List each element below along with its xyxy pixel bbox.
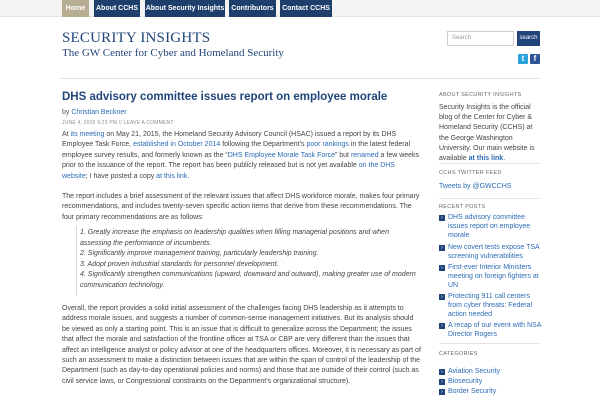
recommendation-item: 1. Greatly increase the emphasis on leadership qualities when filling managerial positions and when assessing the performance of incumbents. [80, 229, 389, 247]
recent-post-link[interactable]: First-ever Interior Ministers meeting on foreign fighters at UN [448, 264, 539, 289]
main-website-link[interactable]: at this link [468, 155, 504, 163]
arrow-icon: › [439, 369, 445, 375]
recommendation-item: 2. Significantly improve management training, particularly leadership training. [80, 250, 319, 258]
about-end: . [503, 155, 506, 163]
author-link[interactable]: Christian Beckner [71, 109, 127, 116]
arrow-icon: › [439, 215, 445, 221]
recent-post-item[interactable] [439, 292, 541, 319]
top-nav [0, 0, 600, 17]
recommendation-item: 4. Significantly strengthen communications (upward, downward and outward), making greater use of modern communication technology. [80, 271, 416, 289]
arrow-icon: › [439, 379, 445, 385]
established-link[interactable]: established in October 2014 [133, 141, 221, 149]
nav-about-cchs[interactable]: About CCHS [94, 0, 140, 17]
p1-text-6: a few weeks prior to the issuance of the report. The report has been publicly released but is not yet available [62, 151, 420, 170]
article-paragraph-3: Overall, the report provides a solid initial assessment of the challenges facing DHS leadership as it attempts to address morale issues, and suggests a number of common-sense management initiatives. But its analysis should be viewed as only a starting point. This is an issue that is difficult to generalize across the Department; the issues that affect the morale and satisfaction of the frontline officer at TSA or CBP are very different than the issues that affect an intelligence analyst or policy advisor at one of the headquarters offices. Moreover, it is necessary as part of such an assessment to make a distinction between issues that are within the span of control of the leadership of the Department (such as day-to-day operational policies and norms) and those that are outside of their control (such as civil service laws, or Congressional constraints on the Department’s organizational structure). [62, 305, 421, 385]
p1-text-7: ; I have posted a copy [85, 172, 157, 180]
recent-post-item[interactable] [439, 213, 541, 240]
p1-text-8: . [187, 172, 190, 180]
blockquote-rule [76, 226, 77, 296]
p1-text-3: following the Department’s [220, 141, 307, 149]
recent-post-link[interactable]: New covert tests expose TSA screening vulnerabilities [448, 244, 540, 260]
nav-about-security-insights[interactable]: About Security Insights [145, 0, 225, 17]
category-item[interactable] [439, 367, 541, 376]
about-body: Security Insights is the official blog of the Center for Cyber & Homeland Security (CCHS) at the George Washington University. Our main website is available [439, 104, 535, 163]
p1-text-5: ” but [335, 151, 351, 159]
categories-heading: CATEGORIES [439, 351, 478, 357]
renamed-link[interactable]: renamed [350, 151, 379, 159]
p1-text-1: At [62, 131, 71, 138]
recent-post-item[interactable] [439, 243, 541, 261]
arrow-icon: › [439, 389, 445, 395]
nav-contact-cchs[interactable]: Contact CCHS [280, 0, 332, 17]
arrow-icon: › [439, 265, 445, 271]
recommendation-item: 3. Adopt proven industrial standards for personnel development. [80, 260, 279, 268]
site-tagline: The GW Center for Cyber and Homeland Security [62, 47, 284, 59]
twitter-heading: CCHS TWITTER FEED [439, 170, 502, 176]
header-divider [60, 78, 540, 79]
dhs-website-link[interactable]: on the DHS website [62, 162, 395, 180]
article-paragraph-1 [62, 130, 422, 182]
recent-post-link[interactable]: A recap of our event with NSA Director Rogers [448, 322, 541, 338]
article-paragraph-2: The report includes a brief assessment of the relevant issues that affect DHS workforce morale, makes four primary recommendations, and includes twenty-seven specific action items that derive from these recommendations. The four primary recommendations are as follows: [62, 193, 420, 221]
about-heading: ABOUT SECURITY INSIGHTS [439, 92, 522, 98]
nav-contributors[interactable]: Contributors [229, 0, 276, 17]
recent-post-link[interactable]: DHS advisory committee issues report on employee morale [448, 214, 531, 239]
sidebar-divider [439, 343, 540, 344]
post-meta: JUNE 4, 2015 9:23 PM // LEAVE A COMMENT [62, 120, 174, 126]
twitter-icon[interactable]: t [518, 54, 528, 64]
article-title[interactable]: DHS advisory committee issues report on employee morale [62, 91, 388, 103]
p1-text-4: in the latest federal employee survey results, and formerly known as the “ [62, 141, 411, 159]
recommendations-list [80, 228, 420, 292]
facebook-icon[interactable]: f [530, 54, 540, 64]
report-copy-link[interactable]: at this link [156, 172, 188, 180]
sidebar-divider [439, 163, 540, 164]
recent-post-item[interactable] [439, 321, 541, 339]
byline [62, 109, 127, 116]
morale-task-force-link[interactable]: DHS Employee Morale Task Force [227, 151, 335, 159]
p1-text-2: on May 21, 2015, the Homeland Security Advisory Council (HSAC) issued a report by its DHS Employee Task Force, [62, 131, 397, 149]
site-title[interactable]: SECURITY INSIGHTS [62, 30, 211, 46]
twitter-feed-link[interactable]: Tweets by @GWCCHS [439, 183, 512, 190]
search-input[interactable]: Search [447, 31, 514, 46]
recent-post-item[interactable] [439, 263, 541, 290]
poor-rankings-link[interactable]: poor rankings [306, 141, 349, 149]
category-item[interactable] [439, 387, 541, 396]
category-link[interactable]: Aviation Security [448, 368, 501, 375]
arrow-icon: › [439, 323, 445, 329]
arrow-icon: › [439, 294, 445, 300]
category-link[interactable]: Biosecurity [448, 378, 483, 385]
byline-prefix: by [62, 109, 70, 116]
category-link[interactable]: Border Security [448, 388, 497, 395]
its-meeting-link[interactable]: its meeting [70, 131, 105, 138]
arrow-icon: › [439, 245, 445, 251]
recent-posts-heading: RECENT POSTS [439, 204, 486, 210]
nav-home[interactable]: Home [62, 0, 89, 17]
search-button[interactable]: search [517, 31, 540, 46]
category-item[interactable] [439, 377, 541, 386]
sidebar-divider [439, 198, 540, 199]
about-text [439, 103, 539, 164]
recent-post-link[interactable]: Protecting 911 call centers from cyber threats: Federal action needed [448, 293, 533, 318]
